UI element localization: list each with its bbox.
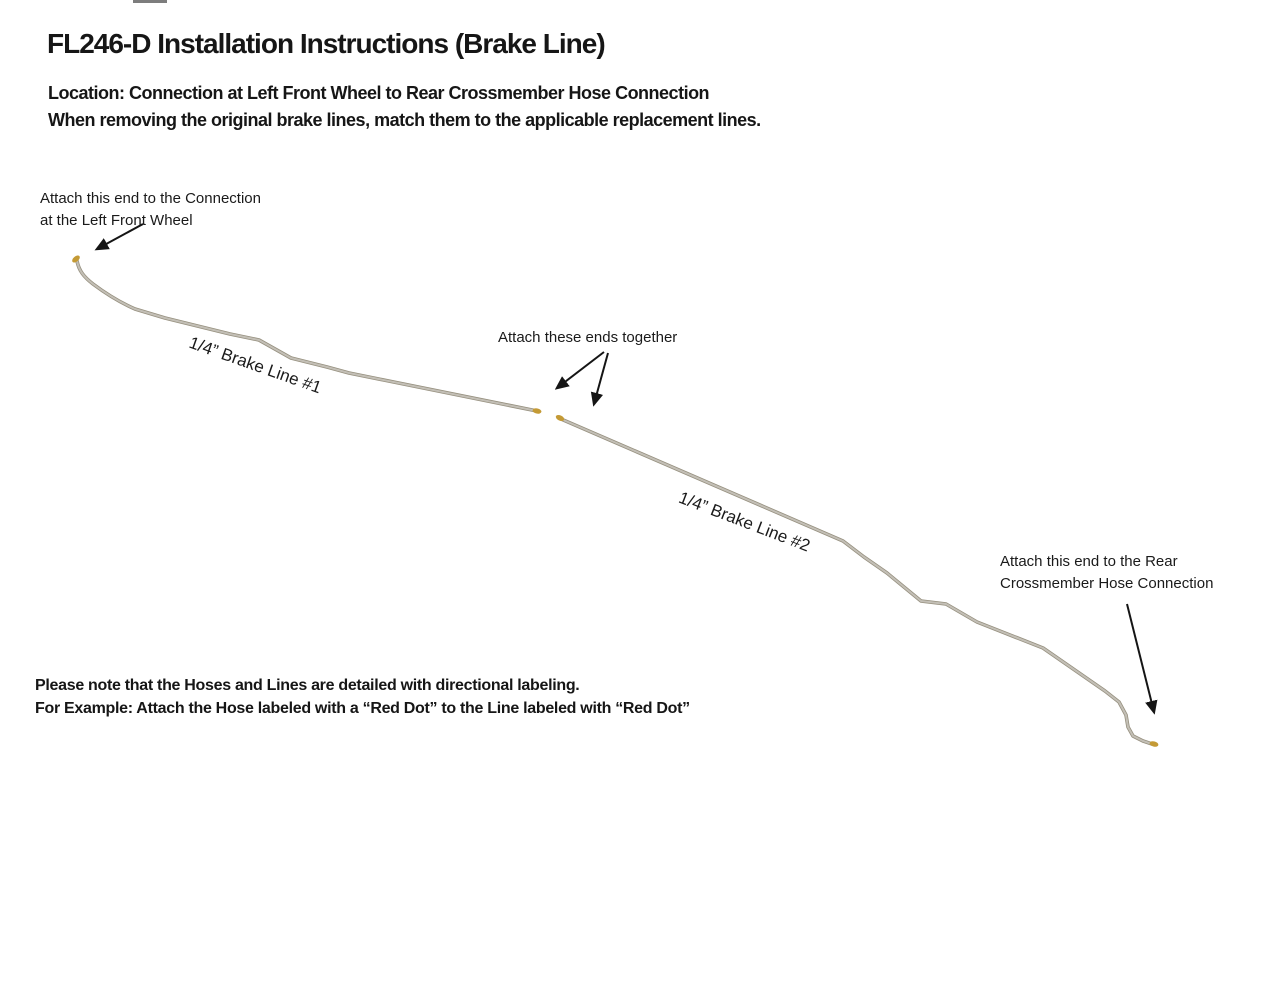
left-callout — [40, 188, 261, 232]
page-title: FL246-D Installation Instructions (Brake Line) — [47, 28, 605, 59]
brake-line-1-label: 1/4” Brake Line #1 — [186, 333, 324, 398]
right-callout-line1: Attach this end to the Rear — [1000, 553, 1178, 570]
fitting-rear-crossmember-end — [1149, 740, 1159, 747]
right-callout-arrow — [1127, 604, 1154, 712]
middle-callout-arrow-left — [557, 352, 604, 388]
middle-callout-arrow-right — [594, 353, 608, 404]
brake-line-2-label: 1/4” Brake Line #2 — [676, 488, 813, 556]
footer-notes — [35, 674, 690, 720]
location-line: Location: Connection at Left Front Wheel to Rear Crossmember Hose Connection — [48, 83, 710, 103]
right-callout-line2: Crossmember Hose Connection — [1000, 575, 1214, 592]
instruction-line: When removing the original brake lines, match them to the applicable replacement lines. — [48, 110, 761, 130]
middle-callout: Attach these ends together — [498, 329, 678, 346]
left-callout-line2: at the Left Front Wheel — [40, 212, 193, 229]
right-callout — [1000, 551, 1213, 595]
footer-note-line2: For Example: Attach the Hose labeled with a “Red Dot” to the Line labeled with “Red Dot” — [35, 700, 690, 717]
left-callout-line1: Attach this end to the Connection — [40, 190, 261, 207]
footer-note-line1: Please note that the Hoses and Lines are detailed with directional labeling. — [35, 677, 580, 694]
